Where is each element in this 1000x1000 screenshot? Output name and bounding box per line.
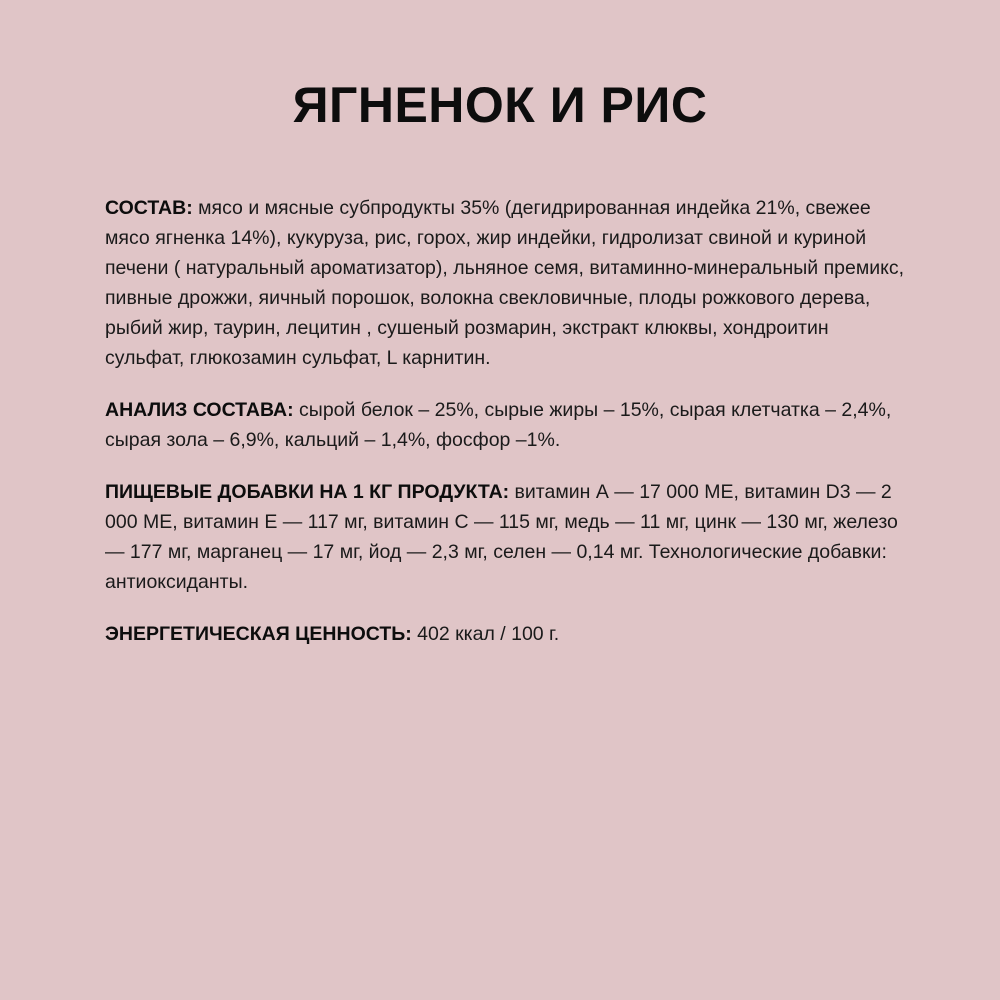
analysis-text: сырой белок – 25%, сырые жиры – 15%, сырая клетчатка – 2,4%, сырая зола – 6,9%, кальций – 1,4%, фосфор –1%. — [105, 399, 892, 451]
energy-label: ЭНЕРГЕТИЧЕСКАЯ ЦЕННОСТЬ: — [105, 623, 412, 645]
additives-text: витамин А — 17 000 МЕ, витамин D3 — 2 000 МЕ, витамин Е — 117 мг, витамин С — 115 мг, медь — 11 мг, цинк — 130 мг, железо — 177 мг, марганец — 17 мг, йод — 2,3 мг, селен — 0,14 мг. Технологические добавки: антиоксиданты. — [105, 481, 898, 593]
composition-label: СОСТАВ: — [105, 197, 193, 219]
analysis-label: АНАЛИЗ СОСТАВА: — [105, 399, 294, 421]
page-title: ЯГНЕНОК И РИС — [292, 77, 708, 133]
composition-text: мясо и мясные субпродукты 35% (дегидрированная индейка 21%, свежее мясо ягненка 14%), кукуруза, рис, горох, жир индейки, гидролизат свиной и куриной печени ( натуральный ароматизатор), льняное семя, витаминно-минеральный премикс, пивные дрожжи, яичный порошок, волокна свекловичные, плоды рожкового дерева, рыбий жир, таурин, лецитин , сушеный розмарин, экстракт клюквы, хондроитин сульфат, глюкозамин сульфат, L карнитин. — [105, 197, 905, 369]
analysis-section — [105, 395, 905, 455]
product-details — [105, 193, 905, 671]
additives-section — [105, 477, 905, 597]
energy-section — [105, 619, 905, 649]
additives-label: ПИЩЕВЫЕ ДОБАВКИ НА 1 КГ ПРОДУКТА: — [105, 481, 510, 503]
energy-text: 402 ккал / 100 г. — [411, 623, 560, 645]
composition-section — [105, 193, 905, 373]
